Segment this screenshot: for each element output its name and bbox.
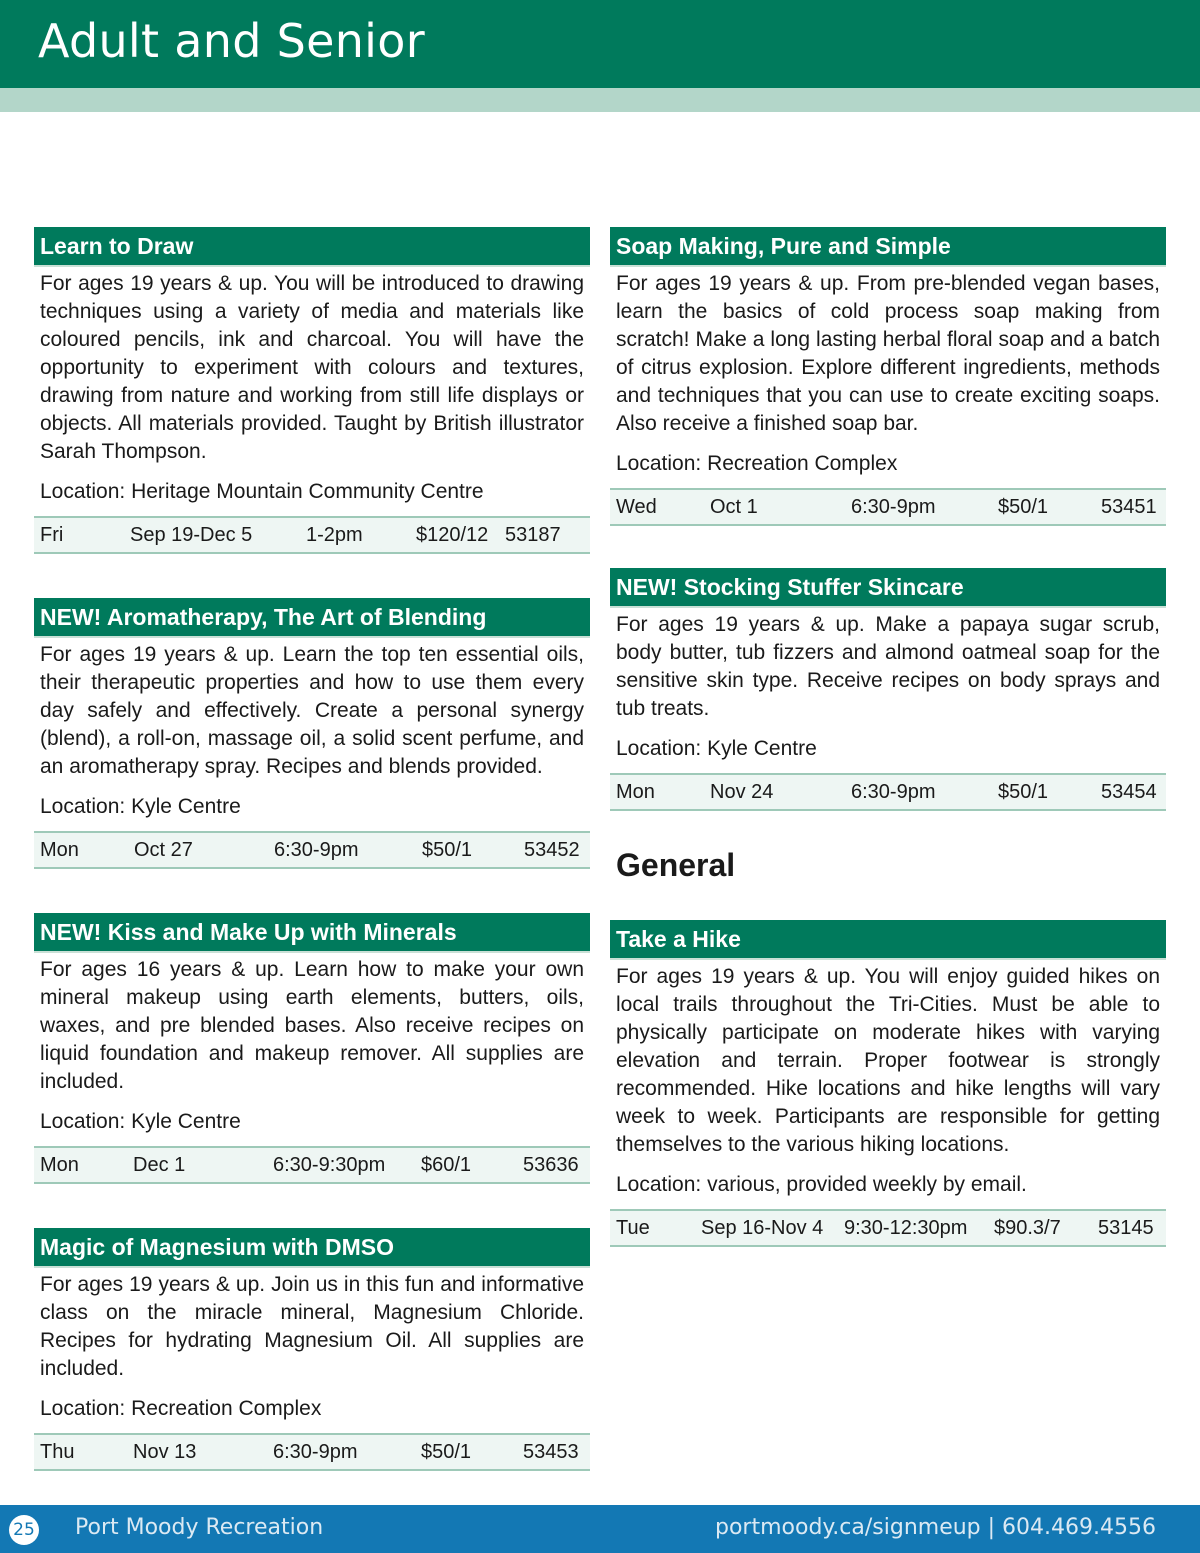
page-number: 25 [9,1515,39,1545]
footer-organization: Port Moody Recreation [75,1515,324,1540]
course-description: For ages 19 years & up. Join us in this fun and informative class on the miracle mineral, Magnesium Chloride. Recipes for hydrating Magnesium Oil. All supplies are included. [40,1273,584,1380]
course-location: Location: Kyle Centre [616,737,817,760]
right-column [610,227,1166,1247]
schedule-row [34,516,590,554]
schedule-row [610,1209,1166,1247]
schedule-dates: Oct 1 [710,496,758,518]
course-title: NEW! Kiss and Make Up with Minerals [34,913,590,953]
schedule-code: 53453 [523,1441,579,1463]
course-description: For ages 16 years & up. Learn how to make your own mineral makeup using earth elements, butters, oils, waxes, and pre blended bases. Also receive recipes on liquid foundation and makeup remover. All supplies are included. [40,958,584,1093]
schedule-day: Fri [40,524,64,546]
schedule-row [610,773,1166,811]
schedule-day: Tue [616,1217,650,1239]
course-location: Location: Kyle Centre [40,795,241,818]
course-location: Location: Heritage Mountain Community Centre [40,480,484,503]
schedule-day: Mon [40,839,79,861]
course-soap-making [610,227,1166,526]
course-stocking-stuffer [610,568,1166,811]
course-location: Location: various, provided weekly by email. [616,1173,1027,1196]
course-title: Take a Hike [610,920,1166,960]
schedule-fee: $50/1 [422,839,473,861]
section-heading-general: General [616,847,736,883]
left-column [34,227,590,1471]
schedule-day: Thu [40,1441,75,1463]
course-title: NEW! Stocking Stuffer Skincare [610,568,1166,608]
schedule-dates: Sep 16-Nov 4 [701,1217,824,1239]
course-title: NEW! Aromatherapy, The Art of Blending [34,598,590,638]
schedule-time: 9:30-12:30pm [844,1217,968,1239]
schedule-fee: $90.3/7 [994,1217,1061,1239]
schedule-dates: Sep 19-Dec 5 [130,524,253,546]
schedule-code: 53452 [524,839,580,861]
course-description: For ages 19 years & up. Learn the top ten essential oils, their therapeutic properties and how to use them every day safely and effectively. Create a personal synergy (blend), a roll-on, massage oil, a solid scent perfume, and an aromatherapy spray. Recipes and blends provided. [40,643,584,778]
course-aromatherapy [34,598,590,869]
course-title: Learn to Draw [34,227,590,267]
course-location: Location: Kyle Centre [40,1110,241,1133]
schedule-row [610,488,1166,526]
schedule-code: 53636 [523,1154,579,1176]
course-title: Magic of Magnesium with DMSO [34,1228,590,1268]
schedule-row [34,1146,590,1184]
schedule-fee: $120/12 [416,524,489,546]
schedule-day: Mon [40,1154,79,1176]
schedule-row [34,1433,590,1471]
course-title: Soap Making, Pure and Simple [610,227,1166,267]
schedule-code: 53145 [1098,1217,1154,1239]
page-header [0,0,1200,88]
page-footer [0,1505,1200,1553]
schedule-code: 53454 [1101,781,1157,803]
footer-contact: portmoody.ca/signmeup | 604.469.4556 [715,1515,1156,1540]
schedule-time: 1-2pm [306,524,363,546]
course-magic-of-magnesium [34,1228,590,1471]
course-description: For ages 19 years & up. Make a papaya sugar scrub, body butter, tub fizzers and almond oatmeal soap for the sensitive skin type. Receive recipes on body sprays and tub treats. [616,613,1160,720]
course-location: Location: Recreation Complex [616,452,898,475]
schedule-day: Mon [616,781,655,803]
course-learn-to-draw [34,227,590,554]
schedule-dates: Nov 24 [710,781,774,803]
schedule-code: 53451 [1101,496,1157,518]
schedule-code: 53187 [505,524,561,546]
schedule-time: 6:30-9pm [851,781,936,803]
schedule-time: 6:30-9:30pm [273,1154,386,1176]
course-description: For ages 19 years & up. You will be introduced to drawing techniques using a variety of media and materials like coloured pencils, ink and charcoal. You will have the opportunity to experiment with colours and textures, drawing from nature and working from still life displays or objects. All materials provided. Taught by British illustrator Sarah Thompson. [40,272,584,463]
schedule-fee: $50/1 [998,781,1049,803]
schedule-time: 6:30-9pm [273,1441,358,1463]
page-title: Adult and Senior [38,14,425,68]
course-kiss-and-make-up [34,913,590,1184]
schedule-dates: Oct 27 [134,839,193,861]
schedule-fee: $50/1 [998,496,1049,518]
schedule-time: 6:30-9pm [274,839,359,861]
schedule-dates: Nov 13 [133,1441,197,1463]
schedule-day: Wed [616,496,657,518]
header-band [0,88,1200,112]
course-description: For ages 19 years & up. You will enjoy guided hikes on local trails throughout the Tri-Cities. Must be able to physically participate on moderate hikes with varying elevation and terrain. Proper footwear is strongly recommended. Hike locations and hike lengths will vary week to week. Participants are responsible for getting themselves to the various hiking locations. [616,965,1160,1156]
course-description: For ages 19 years & up. From pre-blended vegan bases, learn the basics of cold process soap making from scratch! Make a long lasting herbal floral soap and a batch of citrus explosion. Explore different ingredients, methods and techniques that you can use to create exciting soaps. Also receive a finished soap bar. [616,272,1160,435]
schedule-dates: Dec 1 [133,1154,186,1176]
course-location: Location: Recreation Complex [40,1397,322,1420]
schedule-fee: $60/1 [421,1154,472,1176]
schedule-fee: $50/1 [421,1441,472,1463]
schedule-row [34,831,590,869]
schedule-time: 6:30-9pm [851,496,936,518]
course-take-a-hike [610,920,1166,1247]
